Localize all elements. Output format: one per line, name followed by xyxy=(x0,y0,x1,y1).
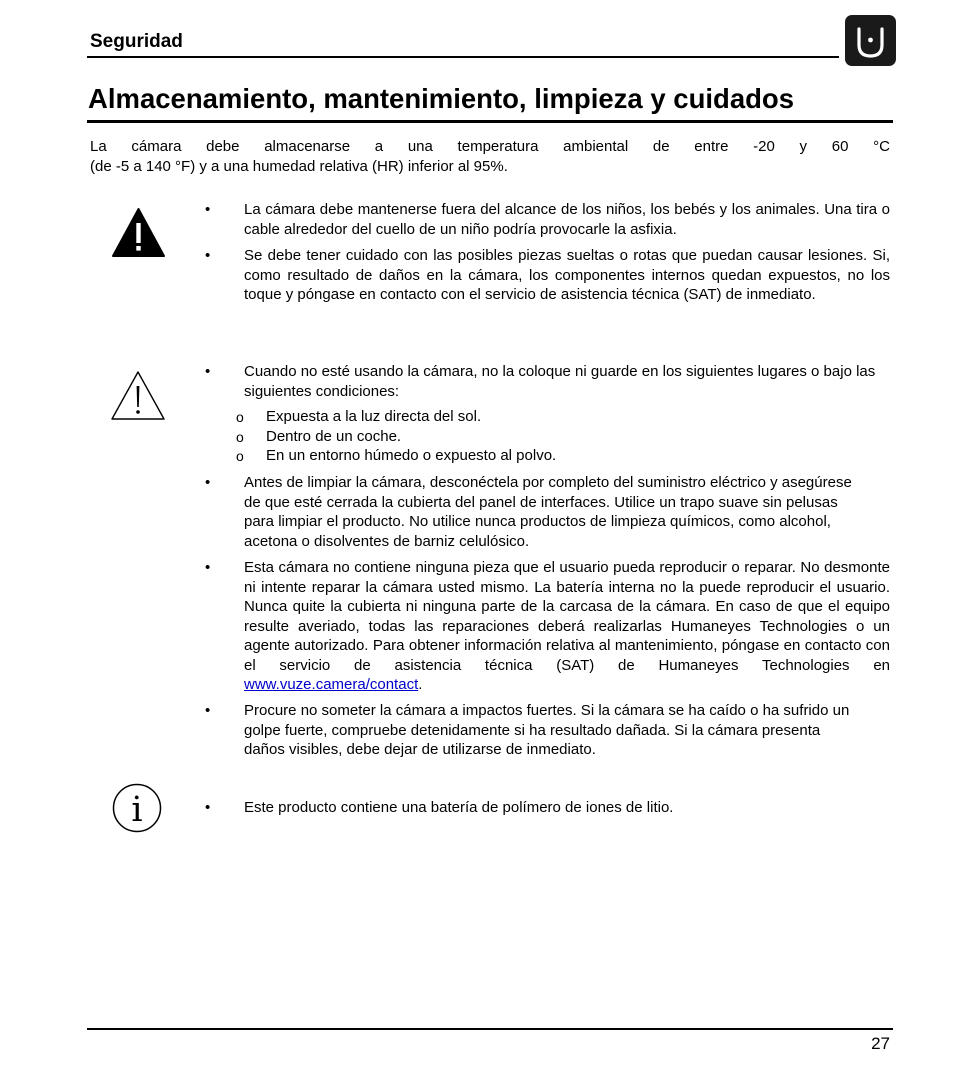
bullet-dot: • xyxy=(205,559,211,576)
caution-subitem-2: Dentro de un coche. xyxy=(266,428,402,445)
title-rule xyxy=(87,120,893,123)
info-item: Este producto contiene una batería de polímero de iones de litio. xyxy=(244,799,674,816)
caution-item-4: Procure no someter la cámara a impactos fuertes. Si la cámara se ha caído o ha sufrido un golpe fuerte, compruebe detenidamente si ha resultado dañada. Si la cámara presenta daños visibles, debe dejar de utilizarse de inmediato. xyxy=(244,702,850,758)
caution-item-3-text: Esta cámara no contiene ninguna pieza que el usuario pueda reproducir o reparar. No desmonte ni intente reparar la cámara usted mismo. La batería interna no la puede reproducir el usuario. Nunca quite la cubierta ni ninguna parte de la carcasa de la cámara. En caso de que el equipo resulte averiado, todas las reparaciones deberá realizarlas Humaneyes Technologies o un agente autorizado. Para obtener información relativa al mantenimiento, póngase en contacto con el servicio de asistencia técnica (SAT) de Humaneyes Technologies en xyxy=(244,559,890,674)
footer-rule xyxy=(87,1028,893,1030)
intro-paragraph xyxy=(90,137,890,176)
bullet-dot: • xyxy=(205,474,211,491)
caution-subitem-3: En un entorno húmedo o expuesto al polvo. xyxy=(266,447,557,464)
svg-text:i: i xyxy=(131,790,143,830)
caution-item-1: Cuando no esté usando la cámara, no la coloque ni guarde en los siguientes lugares o bajo las siguientes condiciones: xyxy=(244,363,876,400)
caution-item-3 xyxy=(244,558,890,695)
caution-subitem-1: Expuesta a la luz directa del sol. xyxy=(266,408,482,425)
vuze-logo-icon xyxy=(845,15,896,66)
warning-item-1: La cámara debe mantenerse fuera del alcance de los niños, los bebés y los animales. Una tira o cable alrededor del cuello de un niño podría provocarle la asfixia. xyxy=(244,201,890,238)
sub-bullet: o xyxy=(236,429,244,445)
page-title: Almacenamiento, mantenimiento, limpieza y cuidados xyxy=(88,83,795,114)
header-rule xyxy=(87,56,839,58)
bullet-dot: • xyxy=(205,363,211,380)
bullet-dot: • xyxy=(205,247,211,264)
warning-filled-icon xyxy=(111,206,166,258)
bullet-dot: • xyxy=(205,702,211,719)
caution-outline-icon xyxy=(110,369,166,422)
bullet-dot: • xyxy=(205,799,211,816)
section-label: Seguridad xyxy=(90,31,183,52)
bullet-dot: • xyxy=(205,201,211,218)
sub-bullet: o xyxy=(236,409,244,425)
page-number: 27 xyxy=(871,1034,890,1053)
info-icon xyxy=(109,781,165,836)
caution-item-3-end: . xyxy=(418,676,423,693)
support-contact-link[interactable]: www.vuze.camera/contact xyxy=(244,676,419,693)
caution-item-2: Antes de limpiar la cámara, desconéctela por completo del suministro eléctrico y asegúrese de que esté cerrada la cubierta del panel de interfaces. Utilice un trapo suave sin pelusas para limpiar el producto. No utilice nunca productos de limpieza químicos, como alcohol, acetona o disolventes de barniz celulósico. xyxy=(244,474,852,550)
intro-line-2: (de -5 a 140 °F) y a una humedad relativa (HR) inferior al 95%. xyxy=(90,157,508,175)
sub-bullet: o xyxy=(236,448,244,464)
warning-item-2: Se debe tener cuidado con las posibles piezas sueltas o rotas que puedan causar lesiones. Si, como resultado de daños en la cámara, los componentes internos quedan expuestos, no los toque y póngase en contacto con el servicio de asistencia técnica (SAT) de inmediato. xyxy=(244,247,890,303)
intro-line-1: La cámara debe almacenarse a una temperatura ambiental de entre -20 y 60 °C xyxy=(90,138,890,155)
